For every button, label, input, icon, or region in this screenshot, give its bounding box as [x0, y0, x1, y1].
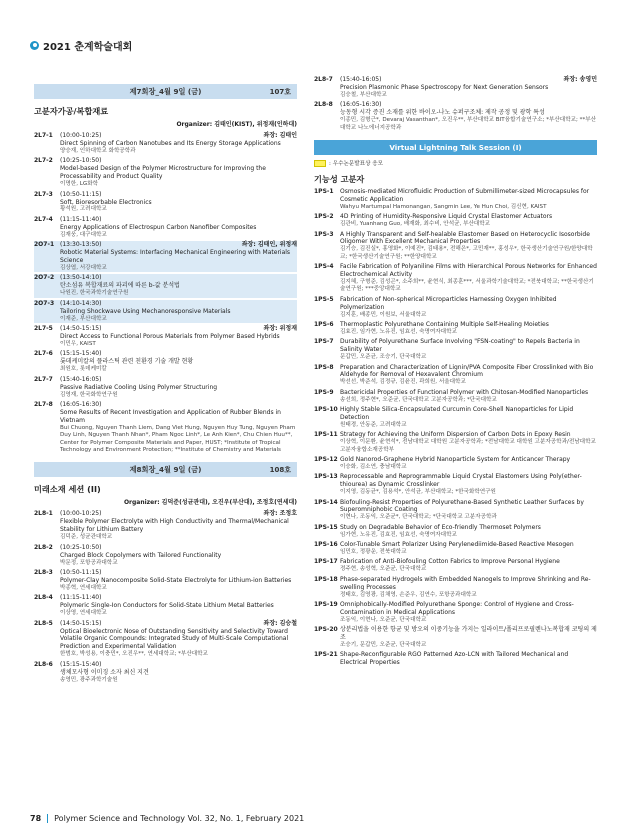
session-title: Biofouling-Resist Properties of Polyurethane-Based Synthetic Leather Surfaces by Superomniphobic Coating [340, 498, 584, 514]
session-item [314, 473, 597, 496]
session-chair: 좌장: 김태인 [263, 132, 297, 139]
session-authors: 정태호, 김영광, 김채영, 손준우, 김연수, 포항공과대학교 [340, 591, 477, 598]
session-authors: 이지영, 김동균*, 김용석*, 안석균, 부산대학교; *한국화학연구원 [340, 489, 496, 496]
session-authors: 김영재, 한국화학연구원 [60, 391, 118, 398]
session-item [34, 216, 297, 239]
session-id: 1PS-3 [314, 230, 334, 238]
session-item [314, 626, 597, 649]
session-authors: 송영민, 광주과학기술원 [60, 676, 118, 683]
session-authors: 박종혁, 연세대학교 [60, 584, 107, 591]
session-title: Soft, Bioresorbable Electronics [60, 198, 152, 206]
room-number: 108호 [269, 465, 291, 474]
session-item [34, 157, 297, 188]
session-id: 2L7-1 [34, 132, 53, 139]
right-column [314, 76, 597, 669]
session-authors: 김관비, Yuanhang Guo, 배재화, 최수비, 안석균, 부산대학교 [340, 221, 491, 228]
header-title: 2021 춘계학술대회 [43, 41, 133, 53]
session-title: 상분리법을 이용한 항균 및 방오의 이중기능을 가지는 일라이트/폴리프로필렌나노복합재 코팅의 제조 [340, 626, 597, 642]
session-id: 2L8-5 [34, 619, 53, 627]
session-time: (15:40-16:05) [340, 76, 382, 83]
session-item [314, 576, 597, 599]
session-id: 1PS-7 [314, 338, 334, 346]
session-title: Durability of Polyurethane Surface Involving "FSN-coating" to Repels Bacteria in Salinity Water [340, 338, 580, 354]
session-id: 2L7-4 [34, 215, 53, 223]
session-item [314, 456, 597, 471]
session-authors: 김승철, 부산대학교 [340, 91, 387, 98]
session-item [34, 510, 297, 541]
session-title: Direct Spinning of Carbon Nanotubes and Its Energy Storage Applications [60, 140, 281, 147]
session-item [314, 389, 597, 404]
session-id: 1PS-14 [314, 498, 338, 506]
footer-divider [47, 814, 48, 823]
session-id: 2L7-3 [34, 190, 53, 198]
session-time: (16:05-16:30) [60, 400, 102, 408]
session-list-room8-cont [314, 76, 597, 132]
session-banner-room8 [34, 462, 297, 477]
session-title: 생체모사형 이미징 소자 최신 지견 [60, 668, 149, 676]
session-time: (10:00-10:25) [60, 510, 102, 518]
session-chair: 좌장: 조정호 [263, 510, 297, 518]
session-title: Passive Radiative Cooling Using Polymer Structuring [60, 383, 218, 391]
session-id: 1PS-18 [314, 575, 338, 583]
session-item [34, 376, 297, 399]
note-text: : 우수논문발표상 응모 [329, 161, 384, 168]
session-title: Phase-separated Hydrogels with Embedded Nanogels to Improve Shrinking and Re-swelling Processes [340, 575, 591, 591]
session-time: (10:00-10:25) [60, 132, 102, 139]
session-authors: 한범호, 박성용, 이충민*, 오진우**, 연세대학교; *부산대학교 [60, 651, 208, 658]
banner-text: 제7회장_4월 9일 (금) [129, 86, 202, 96]
session-title: Model-based Design of the Polymer Microstructure for Improving the Processability and Product Quality [60, 165, 266, 181]
session-authors: 나원진, 한국과학기술연구원 [60, 290, 129, 297]
session-title: Tailoring Shockwave Using Mechanoresponsive Materials [60, 307, 231, 315]
page-header [30, 38, 132, 52]
session-item [34, 594, 297, 617]
session-title: Preparation and Characterization of Lignin/PVA Composite Fiber Crosslinked with Bio Aldehyde for Removal of Hexavalent Chromium [340, 363, 594, 379]
session-id: 1PS-4 [314, 263, 334, 271]
session-authors: 이승화, 김소연, 충남대학교 [340, 463, 407, 470]
session-time: (10:50-11:15) [60, 568, 102, 576]
journal-info: Polymer Science and Technology Vol. 32, No. 1, February 2021 [54, 814, 305, 823]
session-title: A Highly Transparent and Self-healable Elastomer Based on Heterocyclic Isosorbide Oligomer With Excellent Mechanical Properties [340, 230, 590, 246]
session-id: 2L8-4 [34, 594, 53, 602]
session-title: Facile Fabrication of Polyaniline Films with Hierarchical Porous Networks for Enhanced Electrochemical Activity [340, 263, 597, 279]
session-title: Study on Degradable Behavior of Eco-friendly Thermoset Polymers [340, 523, 541, 531]
award-note [314, 159, 597, 167]
session-item [314, 558, 597, 573]
room-number: 107호 [269, 87, 291, 96]
bullet-icon [30, 41, 39, 50]
session-authors: 정주현, 송성혁, 오준균, 단국대학교 [340, 566, 427, 573]
session-item [314, 601, 597, 624]
session-item [314, 431, 597, 454]
session-authors: Wahyu Martumpal Hamonangan, Sangmin Lee, Ye Hun Choi, 김신현, KAIST [340, 203, 547, 210]
session-authors: 이종민, 김형근*, Devaraj Vasanthan*, 오진우**, 부산대학교 BIT융합기술연구소; *부산대학교; **부산대학교 나노에너지공학과 [340, 117, 597, 131]
session-title: Color-Tunable Smart Polarizer Using Perylenediimide-Based Reactive Mesogen [340, 541, 574, 549]
organizer-line: Organizer: 김덕준(성균관대), 오진우(부산대), 조정호(연세대) [123, 499, 297, 507]
session-title: Polymeric Single-Ion Conductors for Solid-State Lithium Metal Batteries [60, 602, 274, 610]
banner-text: 제8회장_4월 9일 (금) [129, 464, 202, 474]
session-authors: 임가현, 노유진, 김효진, 임효선, 숙명여자대학교 [340, 531, 457, 538]
session-id: 1PS-5 [314, 295, 334, 303]
session-title: Some Results of Recent Investigation and Application of Rubber Blends in Vietnam [60, 408, 281, 424]
session-title: Thermoplastic Polyurethane Containing Multiple Self-Healing Moieties [340, 321, 549, 329]
session-id: 1PS-8 [314, 363, 334, 371]
session-id: 2L8-3 [34, 568, 53, 576]
session-id: 1PS-20 [314, 626, 338, 634]
session-id: 2L7-6 [34, 350, 53, 358]
page-footer [30, 814, 304, 823]
session-authors: 조동익, 이현나, 오준균, 단국대학교 [340, 616, 427, 623]
session-time: (10:25-10:50) [60, 543, 102, 551]
session-item [34, 661, 297, 684]
session-authors: 이현나, 조동익, 오준균*, 단국대학교; *단국대학교 고분자공학과 [340, 514, 497, 521]
banner-text: Virtual Lightning Talk Session (I) [389, 143, 522, 153]
session-title: Fabrication of Anti-Biofouling Cotton Fabrics to Improve Personal Hygiene [340, 558, 560, 566]
session-item [314, 101, 597, 132]
poster-list [314, 188, 597, 667]
session-title: Osmosis-mediated Microfluidic Production of Submillimeter-sized Microcapsules for Cosmetic Application [340, 188, 590, 203]
session-authors: 김덕준, 성균관대학교 [60, 534, 113, 541]
session-time: (14:50-15:15) [60, 619, 102, 627]
session-item [34, 401, 297, 454]
session-authors: 송선희, 정주현*, 오준균, 단국대학교 고분자공학과; *단국대학교 [340, 396, 497, 403]
session-list-room8 [34, 510, 297, 684]
left-column [34, 78, 297, 686]
session-authors: 최원호, 롯데케미칼 [60, 366, 107, 373]
session-time: (14:50-15:15) [60, 325, 102, 332]
session-id: 1PS-17 [314, 558, 338, 566]
session-time: (14:10-14:30) [60, 299, 102, 307]
session-id: 2O7-2 [34, 274, 55, 282]
session-authors: 박문정, 포항공과대학교 [60, 559, 118, 566]
session-authors: 박선선, 박준석, 김정규, 김윤진, 곽희원, 서울대학교 [340, 379, 466, 386]
session-item [34, 274, 297, 297]
session-title: Optical Bioelectronic Nose of Outstanding Sensitivity and Selectivity Toward Volatile Organic Compounds: Integrated Study of Multi-Scale Computational Prediction and Experimental Validation [60, 627, 289, 651]
session-authors: 김효진, 임가현, 노유진, 임효선, 숙명여자대학교 [340, 328, 457, 335]
session-time: (11:15-11:40) [60, 594, 102, 602]
session-id: 2L7-7 [34, 375, 53, 383]
session-authors: 이명한, LG화학 [60, 181, 99, 188]
session-title: Bactericidal Properties of Functional Polymer with Chitosan-Modified Nanoparticles [340, 388, 589, 396]
session-id: 1PS-19 [314, 600, 338, 608]
session-title: 탄소섬유 복합재료의 파괴에 따른 b-값 분석법 [60, 282, 180, 290]
session-title: Robotic Material Systems: Interfacing Mechanical Engineering with Materials Science [60, 249, 291, 265]
session-chair: 좌장: 위정재 [263, 325, 297, 332]
session-authors: 임민호, 정광운, 전북대학교 [340, 549, 407, 555]
session-title: 4D Printing of Humidity-Responsive Liquid Crystal Elastomer Actuators [340, 213, 553, 221]
session-chair: 좌장: 김승철 [263, 619, 297, 627]
session-title: Gold Nanorod-Graphene Hybrid Nanoparticle System for Anticancer Therapy [340, 456, 571, 464]
page-number: 78 [30, 814, 42, 823]
session-item [34, 544, 297, 567]
session-authors: 김기승, 김진실*, 홍영화*, 이예진*, 김태용*, 전해은*, 고민재**, 홍성우*, 한국생산기술연구원/한양대학교; *한국생산기술연구원; **한양대학교 [340, 246, 593, 260]
session-time: (13:30-13:50) [60, 241, 102, 249]
session-time: (15:15-15:40) [60, 660, 102, 668]
session-authors: 조승기, 문갑민, 오준균, 단국대학교 [340, 641, 427, 648]
session-authors: 이재준, 부산대학교 [60, 315, 107, 322]
organizer-line: Organizer: 김태인(KIST), 위정재(인하대) [176, 121, 297, 128]
session-title: Charged Block Copolymers with Tailored Functionality [60, 551, 222, 559]
session-title: Shape-Reconfigurable RGO Patterned Azo-LCN with Tailored Mechanical and Electrical Properties [340, 651, 569, 667]
session-id: 1PS-10 [314, 406, 338, 414]
session-authors: 이민우, KAIST [60, 340, 96, 347]
session-title: 능동형 시각 증진 소재를 위한 바이오-나노 슈퍼구조체: 제작 공정 및 광학 특성 [340, 109, 545, 117]
session-id: 2L7-2 [34, 157, 53, 165]
session-id: 1PS-11 [314, 431, 338, 439]
session-item [34, 325, 297, 348]
session-item [34, 191, 297, 214]
session-authors: 원태경, 안동준, 고려대학교 [340, 421, 407, 428]
session-title: Energy Applications of Electrospun Carbon Nanofiber Composites [60, 223, 257, 231]
session-item [314, 338, 597, 361]
session-id: 2O7-1 [34, 241, 55, 249]
session-item [34, 241, 297, 272]
session-id: 1PS-13 [314, 473, 338, 481]
session-authors: 문갑민, 오준균, 조승기, 단국대학교 [340, 354, 427, 361]
session-authors: 황석원, 고려대학교 [60, 206, 107, 213]
session-authors: 김지훈, 배종민, 이원보, 서울대학교 [340, 311, 427, 318]
session-item [314, 541, 597, 556]
session-authors: Bui Chuong, Nguyen Thanh Liem, Dang Viet Hung, Nguyen Huy Tung, Nguyen Pham Duy Linh, Nguyen Thanh Nhan*, Pham Ngoc Linh*, Le Anh Kien*, Chu Chien Huu**, Center for Polymer Composite Materials and Paper, HUST; *Institute of Tropical Technology and Environment Protection; **Institute of Chemistry and Materials [60, 424, 296, 453]
session-id: 2L8-6 [34, 660, 53, 668]
session-title: Omniphobically-Modified Polyurethane Sponge: Control of Hygiene and Cross-Contamination in Medical Applications [340, 600, 574, 616]
session-id: 1PS-16 [314, 541, 338, 549]
session-item [34, 620, 297, 659]
session-authors: 김지혜, 구형준, 김성곤*, 소주희**, 윤현식, 최종훈***, 서울과학기술대학교; *전북대학교; **한국생산기술연구원; ***중앙대학교 [340, 279, 594, 293]
session-item [34, 300, 297, 323]
session-authors: 이상혁, 이문환, 윤현석*, 전남대학교 대학원 고분자공학과; *전남대학교 대학원 고분자공학과/전남대학교 고분자융합소재공학부 [340, 439, 596, 453]
session-authors: 김재웅, 대구대학교 [60, 231, 107, 238]
session-authors: 이상영, 연세대학교 [60, 610, 107, 617]
session-title: Strategy for Achieving the Uniform Dispersion of Carbon Dots in Epoxy Resin [340, 431, 571, 439]
session-title: Highly Stable Silica-Encapsulated Curcumin Core-Shell Nanoparticles for Lipid Detection [340, 406, 574, 421]
session-id: 1PS-2 [314, 213, 334, 221]
session-item [314, 188, 597, 211]
session-id: 2L8-1 [34, 510, 53, 518]
section-title: 기능성 고분자 [314, 174, 365, 185]
session-id: 1PS-9 [314, 388, 334, 396]
session-item [314, 651, 597, 667]
section-title: 미래소재 세션 (II) [34, 484, 101, 495]
session-item [314, 321, 597, 336]
session-item [34, 132, 297, 155]
note-swatch [314, 160, 326, 167]
session-id: 1PS-21 [314, 651, 338, 659]
session-title: Fabrication of Non-spherical Microparticles Harnessing Oxygen Inhibited Polymerization [340, 295, 557, 311]
session-id: 2O7-3 [34, 299, 55, 307]
session-item [314, 213, 597, 228]
session-item [314, 524, 597, 539]
session-time: (15:40-16:05) [60, 375, 102, 383]
session-item [34, 569, 297, 592]
session-id: 2L8-7 [314, 76, 333, 83]
session-authors: 양승재, 인하대학교 화학공학과 [60, 147, 136, 154]
session-id: 2L8-2 [34, 543, 53, 551]
session-id: 1PS-12 [314, 456, 338, 464]
session-banner-room7 [34, 84, 297, 99]
session-item [314, 296, 597, 319]
session-item [314, 406, 597, 429]
session-item [314, 263, 597, 294]
session-time: (13:50-14:10) [60, 274, 102, 282]
session-id: 1PS-1 [314, 188, 334, 196]
session-id: 1PS-6 [314, 321, 334, 329]
session-title: Direct Access to Functional Porous Materials from Polymer Based Hybrids [60, 333, 280, 340]
session-list-room7 [34, 132, 297, 454]
session-title: Polymer-Clay Nanocomposite Solid-State Electrolyte for Lithium-ion Batteries [60, 576, 292, 584]
session-title: Precision Plasmonic Phase Spectroscopy for Next Generation Sensors [340, 84, 549, 91]
session-time: (15:15-15:40) [60, 350, 102, 358]
session-id: 2L8-8 [314, 101, 333, 109]
session-id: 2L7-5 [34, 325, 53, 332]
session-time: (16:05-16:30) [340, 101, 382, 109]
session-item [34, 350, 297, 373]
session-chair: 좌장: 송영민 [563, 76, 597, 83]
session-item [314, 499, 597, 522]
session-id: 2L7-8 [34, 400, 53, 408]
vls-banner [314, 140, 597, 155]
section-title: 고분자가공/복합재료 [34, 106, 109, 116]
session-item [314, 364, 597, 387]
session-chair: 좌장: 김태인, 위정재 [241, 241, 297, 249]
session-item [314, 76, 597, 99]
session-title: 롯데케미칼의 플라스틱 관련 친환경 기술 개발 현황 [60, 358, 194, 366]
session-authors: 김상엽, 서강대학교 [60, 264, 107, 271]
session-time: (11:15-11:40) [60, 215, 102, 223]
session-id: 1PS-15 [314, 523, 338, 531]
session-time: (10:25-10:50) [60, 157, 102, 165]
session-title: Flexible Polymer Electrolyte with High Conductivity and Thermal/Mechanical Stability for Lithium Battery [60, 518, 289, 534]
session-title: Reprocessable and Reprogrammable Liquid Crystal Elastomers Using Poly(ether-thiourea) as Dynamic Crosslinker [340, 473, 582, 489]
session-item [314, 231, 597, 262]
session-time: (10:50-11:15) [60, 190, 102, 198]
